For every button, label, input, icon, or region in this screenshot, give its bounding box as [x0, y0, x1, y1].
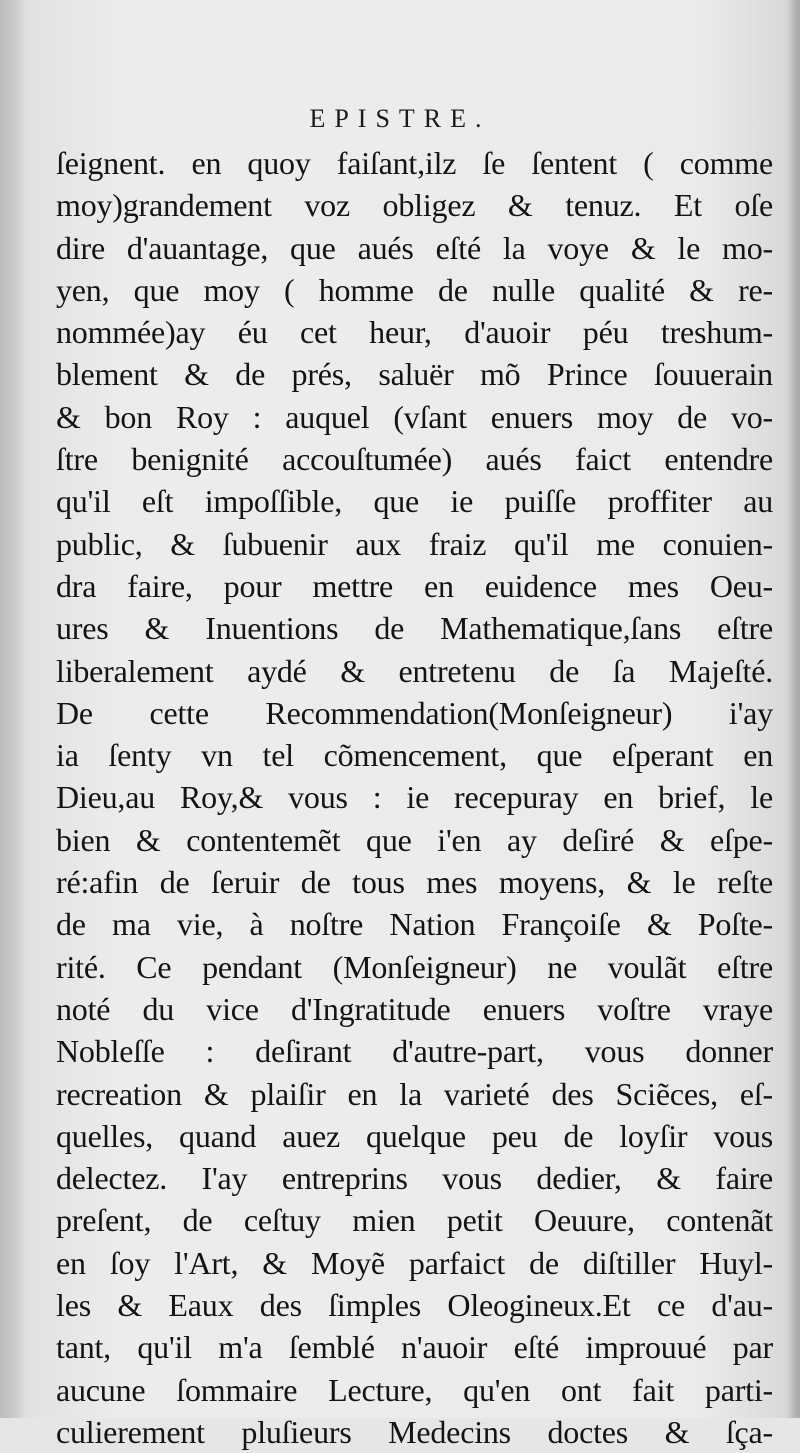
text-line-14: De cette Recommendation(Monſeigneur) i'ay: [56, 694, 773, 731]
text-line-23: recreation & plaiſir en la varieté des Sciẽces, eſ-: [56, 1075, 773, 1112]
text-line-28: les & Eaux des ſimples Oleogineux.Et ce d'au-: [56, 1287, 773, 1324]
text-line-30: aucune ſommaire Lecture, qu'en ont fait parti-: [56, 1371, 773, 1408]
binding-shadow: [0, 0, 26, 1418]
text-line-17: bien & contentemẽt que i'en ay deſiré & eſpe-: [56, 821, 773, 858]
text-line-29: tant, qu'il m'a ſemblé n'auoir eſté improuué par: [56, 1329, 773, 1366]
text-line-8: ſtre benignité accouſtumée) aués faict entendre: [56, 441, 773, 478]
text-line-20: rité. Ce pendant (Monſeigneur) ne voulãt eſtre: [56, 948, 773, 985]
text-line-1: ſeignent. en quoy faiſant,ilz ſe ſentent ( comme: [56, 145, 773, 181]
text-line-15: ia ſenty vn tel cõmencement, que eſperant en: [56, 737, 773, 774]
text-line-27: en ſoy l'Art, & Moyẽ parfaict de diſtiller Huyl-: [56, 1244, 773, 1281]
text-line-7: & bon Roy : auquel (vſant enuers moy de vo-: [56, 398, 773, 435]
text-line-31: culierement pluſieurs Medecins doctes & ſça-: [56, 1413, 773, 1450]
text-line-6: blement & de prés, saluër mõ Prince ſouuerain: [56, 356, 773, 393]
running-title: EPISTRE.: [309, 104, 491, 133]
text-line-4: yen, que moy ( homme de nulle qualité & re-: [56, 271, 773, 308]
text-line-12: ures & Inuentions de Mathematique,ſans eſtre: [56, 610, 773, 647]
body-text: [56, 142, 773, 1453]
text-line-22: Nobleſſe : deſirant d'autre-part, vous donner: [56, 1033, 773, 1070]
text-line-3: dire d'auantage, que aués eſté la voye & le mo-: [56, 229, 773, 266]
text-line-13: liberalement aydé & entretenu de ſa Majeſté.: [56, 652, 773, 689]
text-line-25: delectez. I'ay entreprins vous dedier, & faire: [56, 1160, 773, 1197]
text-line-24: quelles, quand auez quelque peu de loyſir vous: [56, 1117, 773, 1154]
text-line-5: nommée)ay éu cet heur, d'auoir péu treshum-: [56, 314, 773, 351]
text-line-9: qu'il eſt impoſſible, que ie puiſſe proffiter au: [56, 483, 773, 520]
text-line-11: dra faire, pour mettre en euidence mes Oeu-: [56, 567, 773, 604]
text-line-19: de ma vie, à noſtre Nation Françoiſe & Poſte-: [56, 906, 773, 943]
page-edge-shadow: [786, 0, 800, 1418]
text-line-16: Dieu,au Roy,& vous : ie recepuray en brief, le: [56, 779, 773, 816]
text-line-21: noté du vice d'Ingratitude enuers voſtre vraye: [56, 990, 773, 1027]
text-line-18: ré:afin de ſeruir de tous mes moyens, & le reſte: [56, 864, 773, 901]
text-line-2: moy)grandement voz obligez & tenuz. Et oſe: [56, 187, 773, 224]
text-line-26: preſent, de ceſtuy mien petit Oeuure, contenãt: [56, 1202, 773, 1239]
text-line-10: public, & ſubuenir aux fraiz qu'il me conuien-: [56, 525, 773, 562]
